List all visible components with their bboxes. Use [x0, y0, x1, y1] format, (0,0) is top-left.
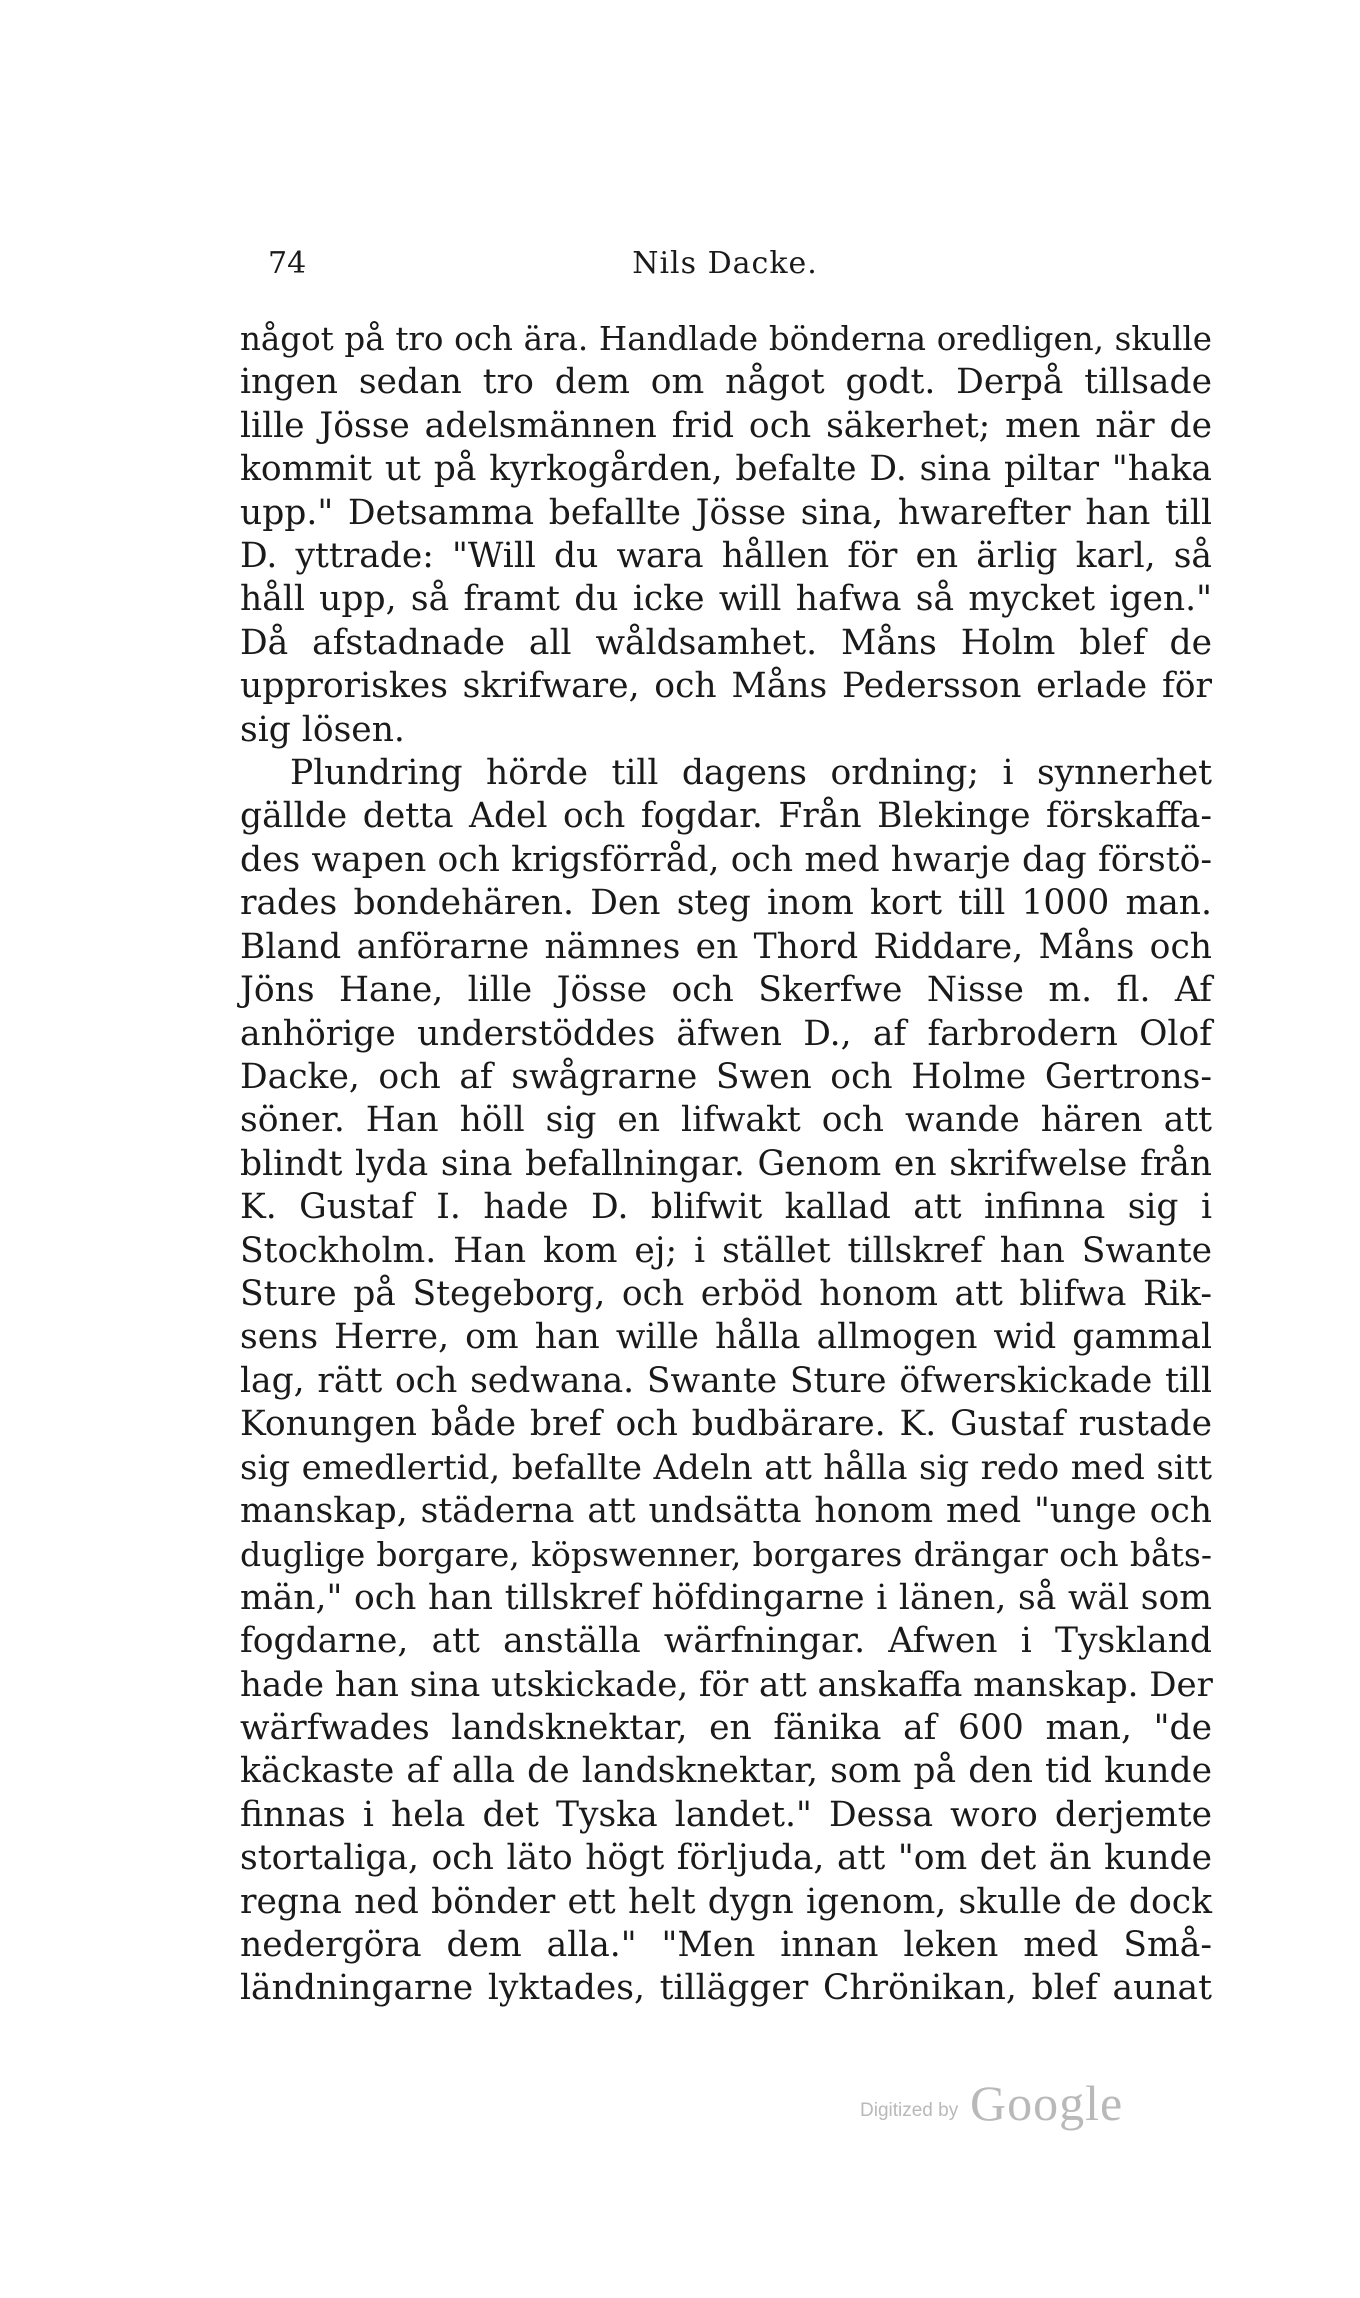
text-line: Sture på Stegeborg, och erböd honom att blifwa Rik- [240, 1273, 1212, 1314]
text-line: regna ned bönder ett helt dygn igenom, skulle de dock [240, 1881, 1212, 1922]
google-logo: Google [970, 2075, 1124, 2131]
text-line: Bland anförarne nämnes en Thord Riddare, Måns och [240, 926, 1212, 967]
text-line: Plundring hörde till dagens ordning; i synnerhet [290, 753, 1212, 794]
text-line: Jöns Hane, lille Jösse och Skerfwe Nisse m. fl. Af [240, 970, 1212, 1011]
text-line: sens Herre, om han wille hålla allmogen wid gammal [240, 1317, 1212, 1358]
text-line: stortaliga, och läto högt förljuda, att "om det än kunde [240, 1838, 1212, 1879]
text-line: Då afstadnade all wåldsamhet. Måns Holm blef de [240, 622, 1212, 663]
text-line: hade han sina utskickade, för att anskaffa manskap. Der [240, 1664, 1213, 1705]
text-line: manskap, städerna att undsätta honom med "unge och [240, 1490, 1212, 1531]
text-line: män," och han tillskref höfdingarne i länen, så wäl som [240, 1577, 1212, 1618]
text-line: ländningarne lyktades, tillägger Chrönikan, blef aunat [240, 1968, 1212, 2009]
text-line: nedergöra dem alla." "Men innan leken med Små- [240, 1925, 1212, 1966]
text-line: upproriskes skrifware, och Måns Pedersson erlade för [240, 666, 1212, 707]
text-line: rades bondehären. Den steg inom kort till 1000 man. [240, 883, 1212, 924]
digitized-by-label: Digitized by [860, 2100, 959, 2121]
digitized-watermark [860, 2074, 1180, 2144]
text-line: håll upp, så framt du icke will hafwa så mycket igen." [240, 579, 1212, 620]
paragraph-2 [240, 752, 1212, 2011]
text-line: K. Gustaf I. hade D. blifwit kallad att infinna sig i [240, 1187, 1212, 1228]
text-line: gällde detta Adel och fogdar. Från Blekinge förskaffa- [240, 796, 1212, 837]
text-line: des wapen och krigsförråd, och med hwarje dag förstö- [240, 839, 1212, 880]
text-line: anhörige understöddes äfwen D., af farbrodern Olof [240, 1013, 1212, 1054]
text-line: finnas i hela det Tyska landet." Dessa woro derjemte [240, 1794, 1212, 1835]
text-line: blindt lyda sina befallningar. Genom en skrifwelse från [240, 1143, 1212, 1184]
text-line: wärfwades landsknektar, en fänika af 600 man, "de [240, 1708, 1212, 1748]
paragraph-1 [240, 318, 1212, 752]
running-title: Nils Dacke. [632, 246, 818, 281]
running-head [240, 246, 1210, 286]
text-line: käckaste af alla de landsknektar, som på den tid kunde [240, 1751, 1212, 1792]
text-line: lag, rätt och sedwana. Swante Sture öfwerskickade till [240, 1360, 1212, 1401]
text-line: söner. Han höll sig en lifwakt och wande hären att [240, 1100, 1212, 1141]
text-line: något på tro och ära. Handlade bönderna oredligen, skulle [240, 320, 1212, 358]
text-line: lille Jösse adelsmännen frid och säkerhet; men när de [240, 405, 1212, 446]
text-line: sig emedlertid, befallte Adeln att hålla sig redo med sitt [240, 1447, 1212, 1488]
text-line: sig lösen. [240, 709, 405, 750]
text-line: ingen sedan tro dem om något godt. Derpå tillsade [240, 362, 1212, 403]
text-line: Stockholm. Han kom ej; i stället tillskref han Swante [240, 1230, 1212, 1271]
text-line: duglige borgare, köpswenner, borgares drängar och båts- [240, 1535, 1212, 1575]
text-line: upp." Detsamma befallte Jösse sina, hwarefter han till [240, 492, 1212, 533]
body-text [240, 318, 1212, 2011]
text-line: fogdarne, att anställa wärfningar. Afwen i Tyskland [240, 1621, 1212, 1662]
text-line: Dacke, och af swågrarne Swen och Holme Gertrons- [240, 1056, 1212, 1097]
text-line: Konungen både bref och budbärare. K. Gustaf rustade [240, 1404, 1212, 1445]
page-number: 74 [268, 246, 307, 281]
text-line: D. yttrade: "Will du wara hållen för en ärlig karl, så [240, 536, 1212, 577]
text-line: kommit ut på kyrkogården, befalte D. sina piltar "haka [240, 449, 1212, 490]
